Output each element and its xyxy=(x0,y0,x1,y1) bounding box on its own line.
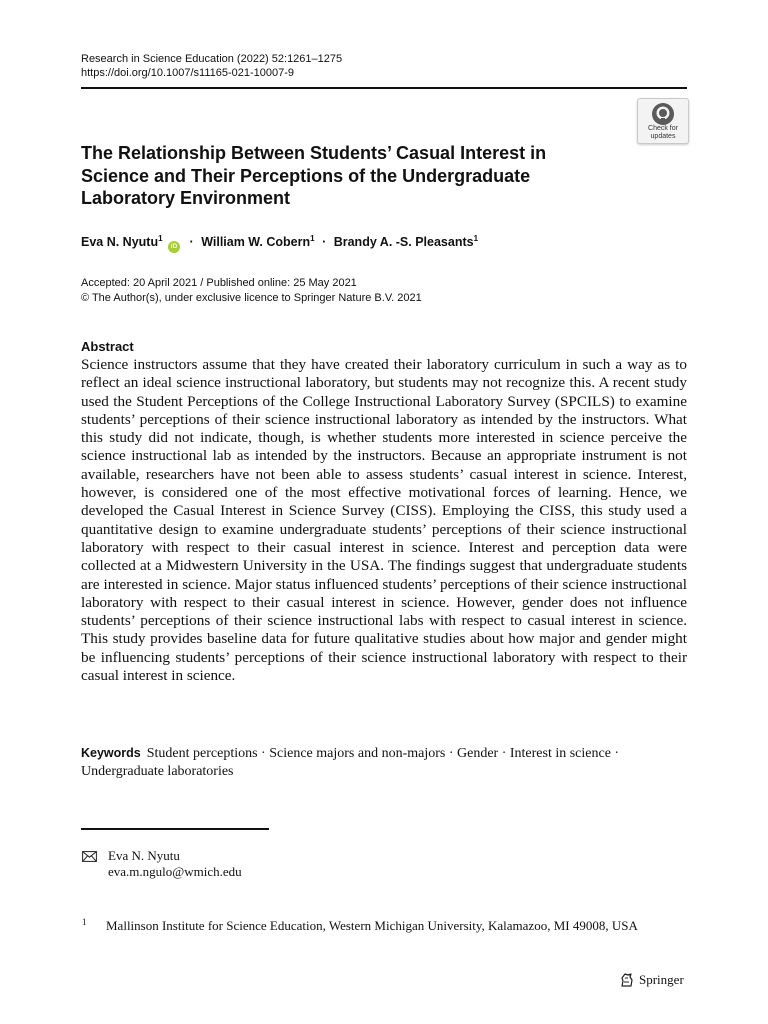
journal-citation: Research in Science Education (2022) 52:1261–1275 xyxy=(81,53,343,65)
header-rule xyxy=(81,87,687,89)
keywords-label: Keywords xyxy=(81,746,141,760)
author-affiliation-marker: 1 xyxy=(473,234,479,243)
springer-logo xyxy=(619,972,684,988)
author-name[interactable]: Eva N. Nyutu xyxy=(81,235,159,249)
orcid-icon[interactable]: iD xyxy=(168,241,180,253)
check-for-updates-badge[interactable] xyxy=(637,98,689,144)
keywords-section xyxy=(81,744,687,781)
keywords-list: Student perceptions · Science majors and non-majors · Gender · Interest in science · Undergraduate laboratories xyxy=(81,746,620,779)
affiliation-number: 1 xyxy=(82,917,87,927)
springer-horse-icon xyxy=(619,972,635,988)
crossmark-icon xyxy=(651,102,675,126)
abstract-text: Science instructors assume that they have created their laboratory curriculum in such a way as to reflect an ideal science instructional laboratory, but students may not recognize this. A recent study used the Student Perceptions of the College Instructional Laboratory Survey (SPCILS) to examine students’ perceptions of their science instructional laboratory as intended by the instructors. What this study did not indicate, though, is whether students more interested in science perceive the science instructional lab as intended by the instructors. Because an appropriate instrument is not available, researchers have not been able to assess students’ casual interest in science. Interest, however, is considered one of the most effective motivational forces of learning. Hence, we developed the Casual Interest in Science Survey (CISS). Employing the CISS, this study used a quantitative design to examine undergraduate students’ perceptions of their science instructional laboratory with respect to their casual interest in science. Interest and perception data were collected at a Midwestern University in the USA. The findings suggest that undergraduate students are interested in science. Major status influenced students’ perceptions of their science instructional laboratory with respect to their casual interest in science. However, gender does not influence students’ perceptions of their science instructional labs with respect to casual interest in science. This study provides baseline data for future qualitative studies about how major and gender might be influencing students’ perceptions of their science instructional laboratory with respect to their casual interest in science. xyxy=(81,356,687,685)
affiliation-text: Mallinson Institute for Science Education, Western Michigan University, Kalamazoo, MI 49008, USA xyxy=(106,918,638,933)
author-separator: · xyxy=(322,235,327,249)
author-name[interactable]: William W. Cobern xyxy=(201,235,311,249)
author-affiliation-marker: 1 xyxy=(158,234,163,243)
author-affiliation-marker: 1 xyxy=(310,234,315,243)
author-list xyxy=(81,234,478,253)
corresponding-author-email[interactable]: eva.m.ngulo@wmich.edu xyxy=(108,864,242,879)
doi-link[interactable]: https://doi.org/10.1007/s11165-021-10007-9 xyxy=(81,67,295,79)
publication-dates: Accepted: 20 April 2021 / Published online: 25 May 2021 xyxy=(81,277,357,289)
abstract-heading: Abstract xyxy=(81,339,134,354)
badge-label-line1: Check for xyxy=(648,125,678,132)
envelope-icon xyxy=(82,851,97,862)
publisher-name: Springer xyxy=(639,972,684,987)
corresponding-author-name: Eva N. Nyutu xyxy=(108,848,180,863)
badge-label-line2: updates xyxy=(650,133,676,140)
author-separator: · xyxy=(189,235,194,249)
paper-title: The Relationship Between Students’ Casual Interest in Science and Their Perceptions of the Undergraduate Laboratory Environment xyxy=(81,143,547,208)
author-name[interactable]: Brandy A. -S. Pleasants xyxy=(333,235,474,249)
footnote-rule xyxy=(81,828,269,830)
copyright-notice: © The Author(s), under exclusive licence to Springer Nature B.V. 2021 xyxy=(81,292,422,304)
